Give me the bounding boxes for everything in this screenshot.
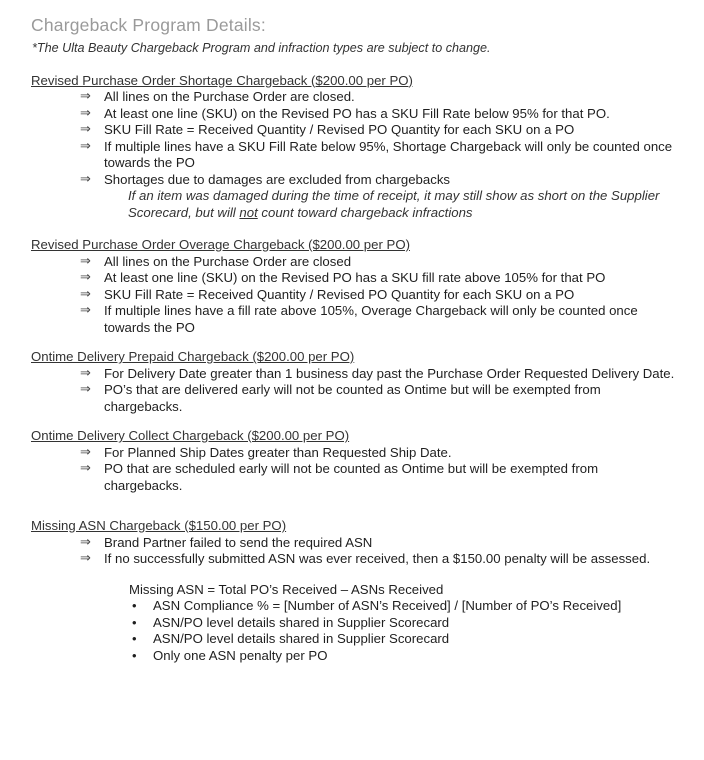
criteria-list bbox=[31, 89, 678, 221]
arrow-icon: ⇒ bbox=[80, 534, 91, 550]
list-item bbox=[132, 598, 678, 615]
list-item bbox=[80, 287, 678, 304]
section-missing-asn bbox=[31, 518, 678, 664]
criteria-list bbox=[31, 366, 678, 416]
arrow-icon: ⇒ bbox=[80, 286, 91, 302]
list-item-text: SKU Fill Rate = Received Quantity / Revised PO Quantity for each SKU on a PO bbox=[104, 122, 575, 137]
section-heading: Ontime Delivery Collect Chargeback ($200.00 per PO) bbox=[31, 428, 350, 443]
list-item-text: At least one line (SKU) on the Revised PO has a SKU Fill Rate below 95% for that PO. bbox=[104, 105, 610, 121]
list-item-text: If multiple lines have a fill rate above 105%, Overage Chargeback will only be counted once towards the PO bbox=[104, 303, 638, 335]
list-item bbox=[80, 89, 678, 106]
bullet-icon: • bbox=[132, 647, 137, 663]
list-item-text: If multiple lines have a SKU Fill Rate below 95%, Shortage Chargeback will only be counted once towards the PO bbox=[104, 138, 673, 170]
arrow-icon: ⇒ bbox=[80, 253, 91, 269]
list-item bbox=[80, 106, 678, 123]
section-heading: Revised Purchase Order Shortage Chargeback ($200.00 per PO) bbox=[31, 72, 413, 88]
arrow-icon: ⇒ bbox=[80, 105, 91, 121]
list-item-text: If no successfully submitted ASN was ever received, then a $150.00 penalty will be assessed. bbox=[104, 551, 651, 566]
arrow-icon: ⇒ bbox=[80, 461, 91, 476]
list-item bbox=[80, 270, 678, 287]
list-item bbox=[80, 551, 678, 568]
list-item-text: PO’s that are delivered early will not be counted as Ontime but will be exempted from chargebacks. bbox=[104, 382, 601, 414]
section-ontime-collect bbox=[31, 428, 678, 494]
list-item-text: All lines on the Purchase Order are closed bbox=[104, 253, 352, 269]
subnote-text-before: If an item was damaged during the time of receipt, it may still show as short on the Supplier Scorecard, but will bbox=[128, 188, 660, 220]
section-ontime-prepaid bbox=[31, 349, 678, 415]
list-item-text: Only one ASN penalty per PO bbox=[153, 647, 328, 663]
asn-bullet-list bbox=[31, 598, 678, 664]
list-item bbox=[132, 631, 678, 648]
list-item-text: All lines on the Purchase Order are closed. bbox=[104, 89, 355, 104]
list-item bbox=[132, 615, 678, 632]
section-shortage bbox=[31, 73, 678, 222]
list-item-text: ASN Compliance % = [Number of ASN’s Received] / [Number of PO’s Received] bbox=[153, 598, 622, 613]
section-overage bbox=[31, 237, 678, 336]
list-item bbox=[80, 535, 678, 552]
list-item bbox=[80, 139, 678, 172]
section-heading: Missing ASN Chargeback ($150.00 per PO) bbox=[31, 518, 287, 533]
list-item-text: Brand Partner failed to send the required ASN bbox=[104, 534, 373, 550]
section-heading: Ontime Delivery Prepaid Chargeback ($200.00 per PO) bbox=[31, 349, 355, 364]
subnote-text-after: count toward chargeback infractions bbox=[257, 204, 473, 220]
list-item-text: Shortages due to damages are excluded from chargebacks bbox=[104, 171, 451, 187]
list-item-text: ASN/PO level details shared in Supplier Scorecard bbox=[153, 631, 450, 646]
arrow-icon: ⇒ bbox=[80, 303, 91, 318]
list-item bbox=[80, 303, 678, 336]
arrow-icon: ⇒ bbox=[80, 382, 91, 397]
list-item bbox=[80, 254, 678, 271]
list-item-text: For Delivery Date greater than 1 business day past the Purchase Order Requested Delivery Date. bbox=[104, 365, 675, 381]
list-item bbox=[80, 366, 678, 383]
arrow-icon: ⇒ bbox=[80, 551, 91, 566]
subnote-emphasis: not bbox=[239, 204, 258, 220]
bullet-icon: • bbox=[132, 631, 137, 646]
arrow-icon: ⇒ bbox=[80, 122, 91, 137]
section-heading: Revised Purchase Order Overage Chargeback ($200.00 per PO) bbox=[31, 237, 410, 252]
criteria-list bbox=[31, 445, 678, 495]
criteria-list bbox=[31, 535, 678, 568]
arrow-icon: ⇒ bbox=[80, 444, 91, 460]
missing-asn-formula: Missing ASN = Total PO’s Received – ASNs Received bbox=[129, 581, 444, 597]
list-item bbox=[80, 172, 678, 222]
arrow-icon: ⇒ bbox=[80, 270, 91, 285]
list-item-text: SKU Fill Rate = Received Quantity / Revised PO Quantity for each SKU on a PO bbox=[104, 286, 575, 302]
list-item bbox=[80, 461, 678, 494]
list-item-text: ASN/PO level details shared in Supplier Scorecard bbox=[153, 614, 450, 630]
list-item-text: For Planned Ship Dates greater than Requested Ship Date. bbox=[104, 444, 452, 460]
list-item bbox=[80, 445, 678, 462]
list-item bbox=[80, 122, 678, 139]
disclaimer-note: *The Ulta Beauty Chargeback Program and infraction types are subject to change. bbox=[32, 41, 491, 55]
list-item bbox=[80, 382, 678, 415]
page-title: Chargeback Program Details: bbox=[31, 15, 266, 35]
damage-subnote bbox=[104, 188, 678, 221]
arrow-icon: ⇒ bbox=[80, 138, 91, 154]
arrow-icon: ⇒ bbox=[80, 365, 91, 381]
list-item-text: PO that are scheduled early will not be counted as Ontime but will be exempted from chargebacks. bbox=[104, 461, 599, 493]
arrow-icon: ⇒ bbox=[80, 171, 91, 187]
bullet-icon: • bbox=[132, 598, 137, 613]
list-item-text: At least one line (SKU) on the Revised PO has a SKU fill rate above 105% for that PO bbox=[104, 270, 606, 285]
list-item bbox=[132, 648, 678, 665]
arrow-icon: ⇒ bbox=[80, 89, 91, 104]
criteria-list bbox=[31, 254, 678, 337]
bullet-icon: • bbox=[132, 614, 137, 630]
